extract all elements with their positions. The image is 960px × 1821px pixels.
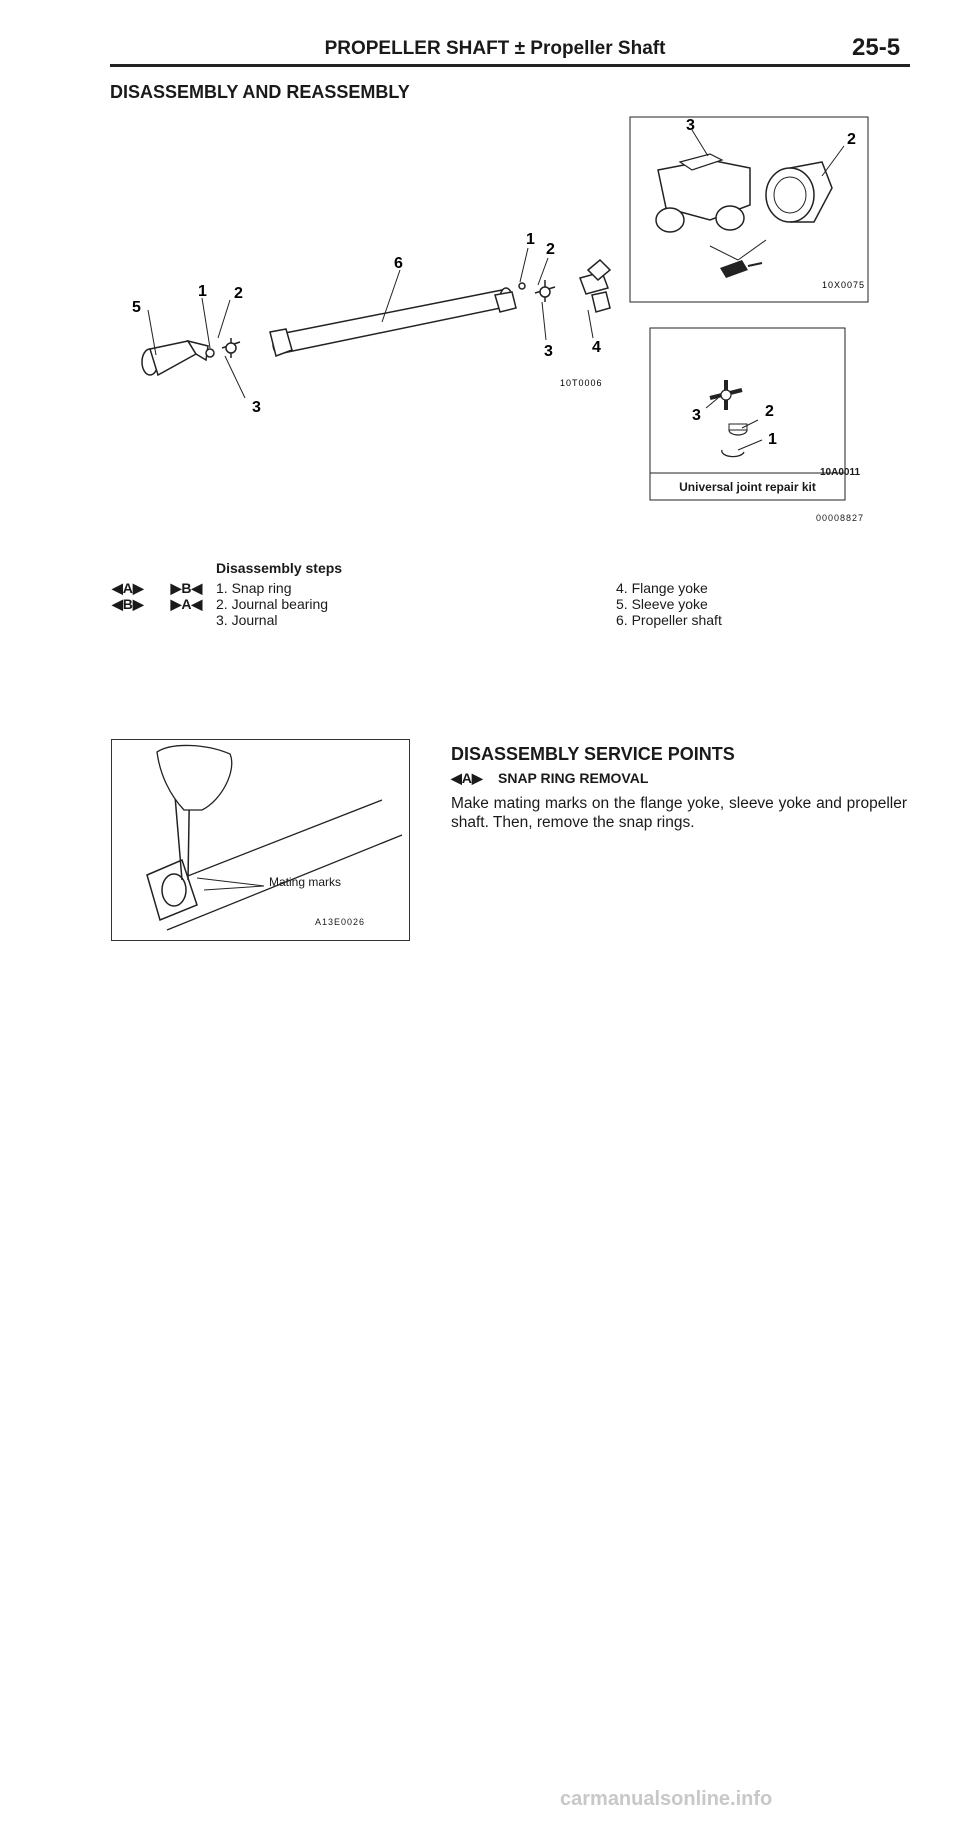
journal-bearing-inset: [630, 117, 868, 302]
callout-2-right: 2: [546, 241, 555, 258]
main-figure-code: 00008827: [816, 513, 865, 523]
snap-ring-removal-drawing: [112, 740, 409, 940]
step-item: 5. Sleeve yoke: [616, 596, 708, 612]
footer-watermark: carmanualsonline.info: [560, 1788, 773, 1810]
page-number: 25-5: [852, 34, 901, 61]
inset-callout-3: 3: [686, 117, 695, 134]
callout-1-left: 1: [198, 283, 207, 300]
steps-right-column: [616, 580, 722, 628]
mating-marks-label: Mating marks: [269, 875, 342, 889]
snap-ring-removal-figure: [111, 739, 410, 941]
kit-callout-3: 3: [692, 407, 701, 424]
step-item: 4. Flange yoke: [616, 580, 708, 596]
service-figure-code: A13E0026: [315, 917, 366, 927]
propeller-shaft-exploded-figure: [110, 110, 910, 530]
service-paragraph: Make mating marks on the flange yoke, sleeve yoke and propeller shaft. Then, remove the snap rings.: [451, 795, 907, 831]
marker-right-1: B: [181, 580, 192, 596]
propeller-shaft-drawing: [142, 260, 610, 375]
snap-ring-removal-subheading: SNAP RING REMOVAL: [498, 770, 649, 786]
kit-figure-code: 10A0011: [820, 467, 861, 478]
step-item: 2. Journal bearing: [216, 596, 329, 612]
callout-3-right: 3: [544, 343, 553, 360]
callout-5: 5: [132, 299, 141, 316]
step-item: 3. Journal: [216, 612, 278, 628]
marker-left-1: A: [122, 580, 133, 596]
subheading-marker: ◀A▶: [451, 770, 483, 786]
marker-right-2: A: [181, 596, 192, 612]
universal-joint-repair-kit-figure: [650, 328, 845, 500]
shaft-figure-code: 10T0006: [560, 378, 603, 388]
callout-4: 4: [592, 339, 601, 356]
page-header-title: PROPELLER SHAFT ± Propeller Shaft: [324, 38, 666, 59]
callout-1-right: 1: [526, 231, 535, 248]
step-marker-row-1: ◀A▶ ▶B◀: [112, 580, 203, 596]
step-item: 6. Propeller shaft: [616, 612, 722, 628]
callout-3-left: 3: [252, 399, 261, 416]
service-points-heading: DISASSEMBLY SERVICE POINTS: [451, 744, 735, 764]
disassembly-steps-heading: Disassembly steps: [216, 560, 343, 576]
header-rule: [110, 64, 910, 67]
marker-left-2: B: [122, 596, 133, 612]
section-title: DISASSEMBLY AND REASSEMBLY: [110, 82, 410, 102]
callout-2-left: 2: [234, 285, 243, 302]
kit-caption: Universal joint repair kit: [679, 480, 816, 494]
inset-callout-2: 2: [847, 131, 856, 148]
step-item: 1. Snap ring: [216, 580, 292, 596]
kit-callout-2: 2: [765, 403, 774, 420]
steps-left-column: [216, 580, 328, 628]
step-marker-row-2: ◀B▶ ▶A◀: [112, 596, 203, 612]
inset-figure-code: 10X0075: [822, 280, 866, 290]
callout-6: 6: [394, 255, 403, 272]
kit-callout-1: 1: [768, 431, 777, 448]
